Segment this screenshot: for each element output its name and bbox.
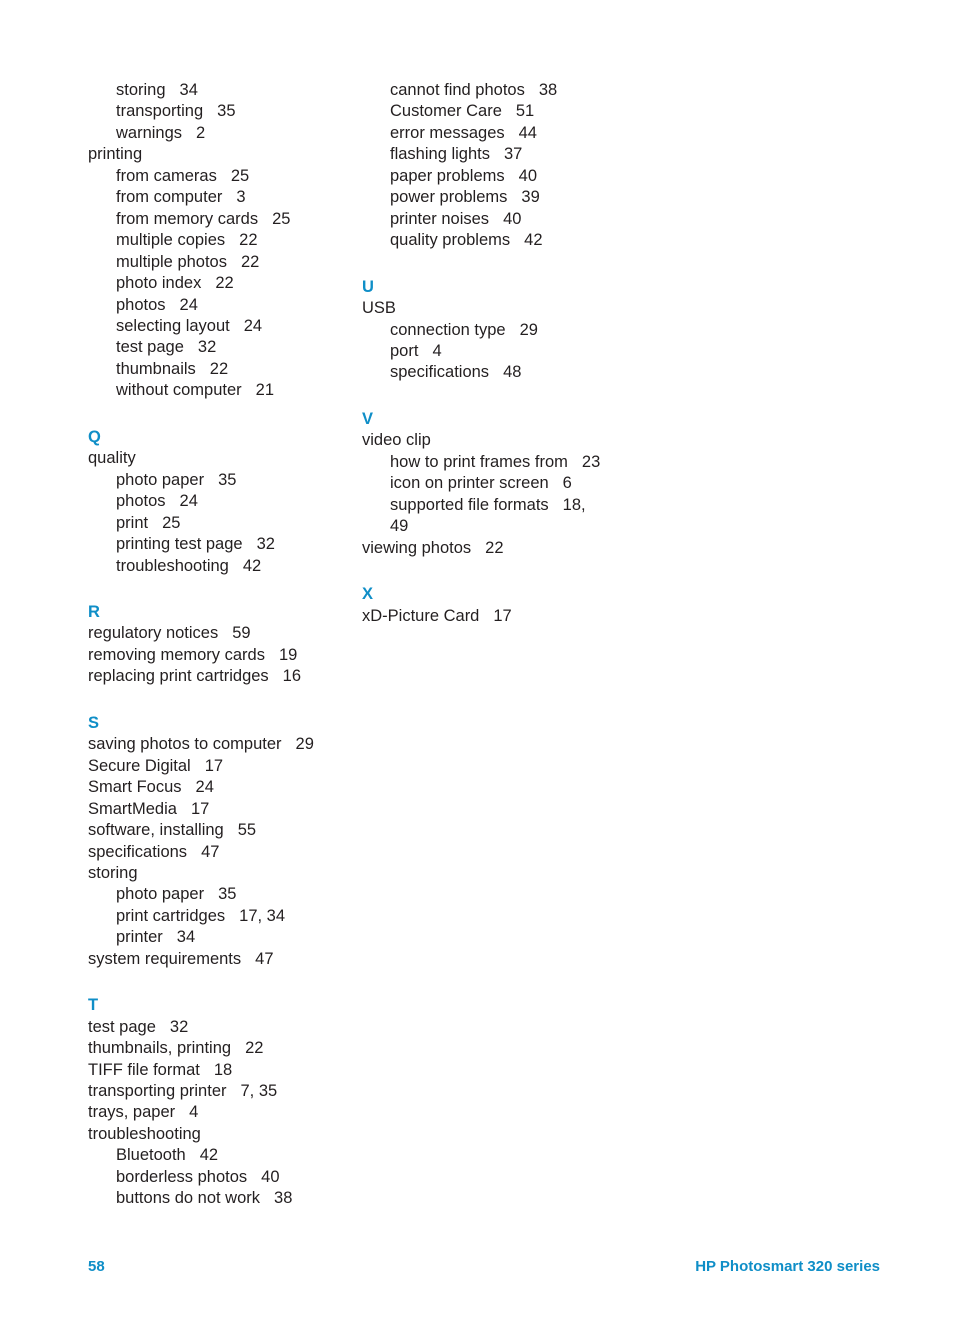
- index-subentry: [88, 556, 350, 577]
- index-term: video clip: [362, 431, 431, 450]
- index-term: photo paper: [116, 470, 205, 489]
- index-subentry: [88, 273, 350, 294]
- index-page-ref: 22: [245, 1039, 264, 1058]
- index-page-ref: 25: [162, 513, 181, 532]
- index-subentry: [88, 1188, 350, 1209]
- index-page-ref: 2: [196, 123, 206, 142]
- index-entry: [88, 756, 350, 777]
- index-term: Smart Focus: [88, 778, 182, 797]
- index-subentry: [362, 495, 590, 538]
- index-subentry: [88, 252, 350, 273]
- index-page-ref: 38: [538, 81, 558, 99]
- index-page-ref: 39: [521, 188, 540, 207]
- index-page-ref: 17: [190, 799, 210, 818]
- index-subentry: [362, 80, 624, 101]
- index-entry: [88, 1038, 350, 1059]
- index-page-ref: 24: [243, 316, 263, 335]
- index-term: print: [116, 513, 149, 532]
- index-section-letter: Q: [88, 427, 101, 446]
- index-term: paper problems: [390, 166, 505, 185]
- index-subentry: [362, 452, 624, 473]
- index-entry: [362, 430, 624, 451]
- index-subentry: [362, 123, 624, 144]
- index-page-ref: 22: [485, 538, 504, 557]
- index-term: selecting layout: [116, 316, 230, 335]
- index-page-ref: 22: [209, 359, 229, 378]
- index-term: print cartridges: [116, 906, 226, 925]
- index-entry: [88, 448, 350, 469]
- index-section-letter: S: [88, 713, 100, 732]
- index-entry: [88, 645, 350, 666]
- index-subentry: [88, 1145, 350, 1166]
- index-subentry: [362, 320, 624, 341]
- index-page-ref: 29: [519, 320, 538, 339]
- index-entry: [88, 666, 350, 687]
- index-page-ref: 6: [562, 474, 572, 493]
- index-page-ref: 40: [518, 166, 538, 185]
- index-page-ref: 19: [278, 645, 298, 664]
- index-term: saving photos to computer: [88, 735, 282, 754]
- index-page-ref: 24: [179, 492, 198, 511]
- index-term: specifications: [88, 842, 188, 861]
- index-page-ref: 32: [169, 1017, 189, 1036]
- index-subentry: [88, 209, 350, 230]
- index-subentry: [88, 359, 350, 380]
- index-subentry: [88, 316, 350, 337]
- index-term: software, installing: [88, 821, 224, 840]
- index-subentry: [88, 187, 350, 208]
- index-entry: [88, 1124, 350, 1145]
- index-term: transporting printer: [88, 1082, 227, 1101]
- index-entry: [362, 606, 624, 627]
- index-subentry: [88, 470, 350, 491]
- index-page-ref: 17: [204, 756, 224, 775]
- index-term: thumbnails, printing: [88, 1039, 232, 1058]
- index-page-ref: 16: [282, 667, 302, 686]
- index-page-ref: 22: [239, 231, 258, 250]
- index-term: storing: [88, 863, 138, 882]
- index-entry: [88, 863, 350, 884]
- index-term: photo paper: [116, 885, 205, 904]
- index-page-ref: 22: [215, 274, 234, 293]
- index-page-ref: 59: [232, 624, 251, 643]
- index-entry: [88, 820, 350, 841]
- index-term: icon on printer screen: [390, 474, 549, 493]
- index-section-letter: U: [362, 277, 374, 296]
- index-term: quality problems: [390, 231, 511, 250]
- index-subentry: [362, 473, 624, 494]
- index-page-ref: 55: [237, 821, 257, 840]
- index-page-ref: 18: [213, 1060, 233, 1079]
- index-page-ref: 21: [255, 381, 275, 400]
- index-entry: [88, 1017, 350, 1038]
- index-term: error messages: [390, 123, 505, 142]
- index-subentry: [88, 1167, 350, 1188]
- index-section-letter: T: [88, 996, 99, 1015]
- index-term: photo index: [116, 274, 202, 293]
- index-page-ref: 34: [176, 928, 196, 947]
- index-page-ref: 24: [179, 295, 198, 314]
- index-subentry: [362, 362, 624, 383]
- index-entry: [88, 144, 350, 165]
- index-subentry: [88, 166, 350, 187]
- index-subentry: [362, 144, 624, 165]
- index-page-ref: 7, 35: [240, 1082, 278, 1101]
- index-subentry: [362, 101, 624, 122]
- page-number: 58: [88, 1258, 105, 1275]
- index-entry: [88, 1060, 350, 1081]
- index-term: viewing photos: [362, 538, 472, 557]
- index-page-ref: 51: [515, 102, 535, 121]
- index-page-ref: 29: [295, 735, 314, 754]
- index-page-ref: 32: [197, 338, 217, 357]
- index-subentry: [88, 123, 350, 144]
- index-page-ref: 25: [230, 166, 250, 185]
- index-term: supported file formats: [390, 495, 549, 514]
- index-section-letter: V: [362, 409, 374, 428]
- index-page-ref: 34: [179, 81, 198, 99]
- index-subentry: [88, 101, 350, 122]
- index-term: borderless photos: [116, 1167, 248, 1186]
- index-term: test page: [116, 338, 184, 357]
- index-term: port: [390, 341, 419, 360]
- index-term: printing: [88, 145, 143, 164]
- index-term: without computer: [116, 381, 242, 400]
- index-term: removing memory cards: [88, 645, 265, 664]
- index-page-ref: 22: [240, 252, 260, 271]
- index-subentry: [88, 230, 350, 251]
- index-term: printing test page: [116, 535, 243, 554]
- index-page-ref: 4: [432, 341, 442, 360]
- index-page-ref: 35: [217, 102, 236, 121]
- index-term: from computer: [116, 188, 223, 207]
- index-term: specifications: [390, 363, 490, 382]
- index-term: Secure Digital: [88, 756, 191, 775]
- index-page-ref: 24: [195, 778, 214, 797]
- index-term: troubleshooting: [88, 1124, 201, 1143]
- index-page-ref: 47: [255, 949, 274, 968]
- index-page-ref: 38: [274, 1189, 293, 1208]
- index-term: photos: [116, 295, 166, 314]
- index-column-left: [88, 80, 350, 1210]
- index-section-letter: R: [88, 602, 100, 621]
- index-term: replacing print cartridges: [88, 667, 269, 686]
- index-page-ref: 4: [189, 1103, 199, 1122]
- index-subentry: [88, 534, 350, 555]
- index-term: multiple photos: [116, 252, 227, 271]
- index-entry: [88, 1102, 350, 1123]
- index-subentry: [88, 927, 350, 948]
- index-page-ref: 42: [524, 231, 543, 250]
- index-entry: [88, 949, 350, 970]
- index-page-ref: 35: [218, 885, 237, 904]
- index-entry: [88, 777, 350, 798]
- index-term: Bluetooth: [116, 1146, 186, 1165]
- index-page-ref: 47: [201, 842, 220, 861]
- index-page-ref: 35: [218, 470, 237, 489]
- index-term: storing: [116, 81, 166, 99]
- index-term: SmartMedia: [88, 799, 177, 818]
- index-term: trays, paper: [88, 1103, 176, 1122]
- index-subentry: [88, 513, 350, 534]
- index-term: TIFF file format: [88, 1060, 200, 1079]
- index-section-letter: X: [362, 585, 374, 604]
- index-term: regulatory notices: [88, 624, 219, 643]
- index-term: Customer Care: [390, 102, 502, 121]
- index-entry: [88, 1081, 350, 1102]
- index-term: quality: [88, 449, 136, 468]
- index-term: troubleshooting: [116, 556, 229, 575]
- index-term: xD-Picture Card: [362, 606, 480, 625]
- index-page-ref: 44: [518, 123, 537, 142]
- index-term: thumbnails: [116, 359, 196, 378]
- index-term: flashing lights: [390, 145, 490, 164]
- index-page-ref: 40: [503, 209, 522, 228]
- index-term: buttons do not work: [116, 1189, 261, 1208]
- index-entry: [88, 623, 350, 644]
- index-term: test page: [88, 1017, 156, 1036]
- product-name: HP Photosmart 320 series: [695, 1258, 880, 1275]
- index-term: system requirements: [88, 949, 242, 968]
- index-column-right: [362, 80, 624, 627]
- index-page-ref: 18, 49: [390, 495, 586, 536]
- index-page-ref: 3: [236, 188, 246, 207]
- index-page-ref: 17, 34: [239, 906, 286, 925]
- index-page-ref: 23: [581, 452, 601, 471]
- index-entry: [88, 799, 350, 820]
- index-term: warnings: [116, 123, 183, 142]
- index-term: USB: [362, 299, 396, 318]
- index-term: from cameras: [116, 166, 217, 185]
- index-term: multiple copies: [116, 231, 226, 250]
- index-term: how to print frames from: [390, 452, 568, 471]
- index-term: power problems: [390, 188, 508, 207]
- index-subentry: [362, 209, 624, 230]
- index-subentry: [88, 80, 350, 101]
- index-page-ref: 48: [503, 363, 522, 382]
- index-term: cannot find photos: [390, 81, 525, 99]
- index-entry: [362, 298, 624, 319]
- index-page-ref: 32: [256, 535, 275, 554]
- index-entry: [88, 734, 350, 755]
- index-subentry: [88, 337, 350, 358]
- index-page-ref: 40: [261, 1167, 280, 1186]
- index-term: printer: [116, 928, 163, 947]
- index-subentry: [88, 491, 350, 512]
- index-subentry: [88, 906, 350, 927]
- index-term: photos: [116, 492, 166, 511]
- index-subentry: [88, 295, 350, 316]
- index-subentry: [362, 187, 624, 208]
- index-term: from memory cards: [116, 209, 259, 228]
- index-page-ref: 37: [503, 145, 523, 164]
- index-entry: [362, 538, 624, 559]
- index-page-ref: 17: [493, 606, 512, 625]
- index-page-ref: 42: [242, 556, 262, 575]
- index-subentry: [362, 341, 624, 362]
- index-subentry: [88, 380, 350, 401]
- index-term: printer noises: [390, 209, 490, 228]
- index-entry: [88, 842, 350, 863]
- index-page-ref: 25: [272, 209, 291, 228]
- index-term: connection type: [390, 320, 506, 339]
- index-subentry: [362, 166, 624, 187]
- index-subentry: [362, 230, 624, 251]
- index-page-ref: 42: [199, 1146, 219, 1165]
- index-term: transporting: [116, 102, 204, 121]
- index-subentry: [88, 884, 350, 905]
